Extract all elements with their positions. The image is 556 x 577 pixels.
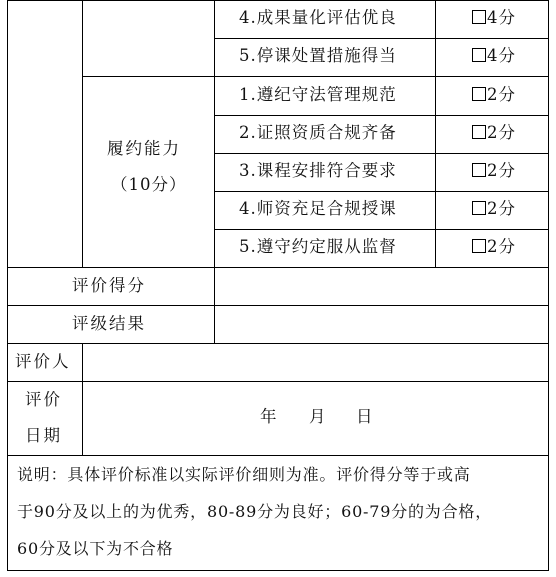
criterion-text: 3.课程安排符合要求 [239, 161, 397, 180]
grade-label: 评级结果 [72, 314, 146, 333]
checkbox-icon[interactable] [472, 10, 486, 24]
col-divider [82, 0, 83, 267]
criterion-text: 1.遵纪守法管理规范 [239, 85, 397, 104]
row-divider [214, 191, 549, 192]
score-value: 2分 [487, 199, 516, 218]
score-value: 2分 [487, 237, 516, 256]
note-text [17, 456, 547, 567]
checkbox-icon[interactable] [472, 163, 486, 177]
criterion-text: 2.证照资质合规齐备 [239, 123, 397, 142]
date-label-line1: 评价 [25, 390, 62, 409]
note-line: 60分及以下为不合格 [17, 539, 174, 558]
score-value: 2分 [487, 85, 516, 104]
checkbox-icon[interactable] [472, 201, 486, 215]
score-option[interactable] [472, 123, 516, 143]
date-day: 日 [356, 407, 374, 426]
checkbox-icon[interactable] [472, 125, 486, 139]
row-divider [7, 343, 549, 344]
checkbox-icon[interactable] [472, 48, 486, 62]
row-divider [82, 76, 549, 77]
score-value: 2分 [487, 161, 516, 180]
criterion-text: 4.师资充足合规授课 [239, 199, 397, 218]
score-value: 4分 [487, 46, 516, 65]
criterion-text: 4.成果量化评估优良 [239, 8, 397, 27]
score-option[interactable] [472, 85, 516, 105]
criterion-text: 5.停课处置措施得当 [239, 46, 397, 65]
table-border-bottom [7, 570, 549, 571]
table-border-top [7, 0, 549, 1]
score-option[interactable] [472, 46, 516, 66]
score-value: 4分 [487, 8, 516, 27]
row-divider [214, 229, 549, 230]
score-value: 2分 [487, 123, 516, 142]
category-name: 履约能力 [107, 139, 181, 158]
note-line: 说明：具体评价标准以实际评价细则为准。评价得分等于或高 [17, 465, 471, 484]
col-divider [435, 0, 436, 267]
date-month: 月 [309, 407, 327, 426]
row-divider [7, 381, 549, 382]
date-year: 年 [260, 407, 278, 426]
score-option[interactable] [472, 8, 516, 28]
col-divider [82, 343, 83, 455]
row-divider [214, 38, 549, 39]
row-divider [7, 305, 549, 306]
checkbox-icon[interactable] [472, 87, 486, 101]
category-points: （10分） [111, 175, 187, 194]
table-border-right [548, 0, 549, 571]
score-option[interactable] [472, 199, 516, 219]
row-divider [7, 267, 549, 268]
score-option[interactable] [472, 237, 516, 257]
row-divider [214, 115, 549, 116]
checkbox-icon[interactable] [472, 239, 486, 253]
evaluation-table [7, 0, 549, 571]
score-label: 评价得分 [72, 276, 146, 295]
row-divider [214, 153, 549, 154]
col-divider [214, 0, 215, 343]
note-line: 于90分及以上的为优秀，80-89分为良好；60-79分的为合格， [17, 502, 493, 521]
evaluator-label: 评价人 [15, 352, 71, 371]
date-label-line2: 日期 [25, 426, 62, 445]
score-option[interactable] [472, 161, 516, 181]
table-border-left [7, 0, 8, 571]
criterion-text: 5.遵守约定服从监督 [239, 237, 397, 256]
